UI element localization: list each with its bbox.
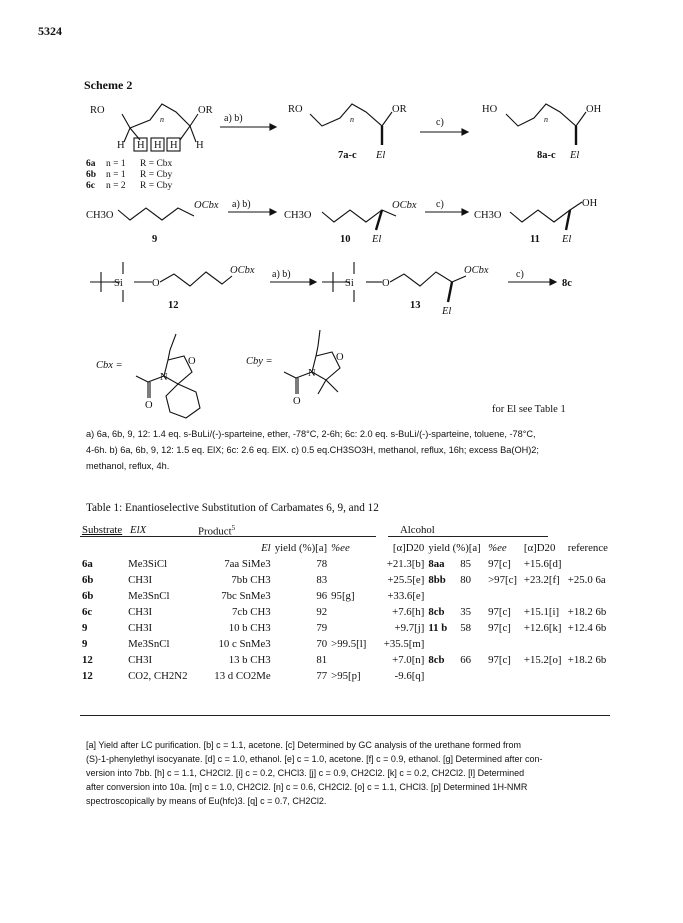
variant-n-6a: n = 1 <box>106 159 126 169</box>
n-label-1: n <box>160 115 164 124</box>
reagents-ab-2: a) b) <box>232 199 251 210</box>
alcohol-ee-cell <box>486 588 522 604</box>
alcohol-alpha-cell: +12.6[k] <box>523 622 562 634</box>
ocbx-label-10: OCbx <box>392 200 417 211</box>
label-12: 12 <box>168 300 179 311</box>
reference-cell: +12.4 6b <box>567 622 607 634</box>
si-label-13: Si <box>345 278 354 289</box>
yield-cell: 83 <box>316 574 328 586</box>
subheader-ee: %ee <box>331 542 350 554</box>
elx-cell: CH3I <box>128 622 153 634</box>
alpha-cell: +21.3[b] <box>386 558 425 570</box>
col-product-sup: 5 <box>231 524 236 532</box>
reference-cell: +25.0 6a <box>567 574 606 586</box>
compound-9-structure <box>118 208 194 220</box>
ocbx-label-12: OCbx <box>230 265 255 276</box>
variant-id-6c: 6c <box>86 181 95 191</box>
scheme-title: Scheme 2 <box>84 78 133 92</box>
reference-cell: +18.2 6b <box>567 606 607 618</box>
alcohol-cell: 11 b <box>428 622 448 634</box>
alcohol-alpha-cell: +23.2[f] <box>523 574 560 586</box>
alpha-cell: -9.6[q] <box>394 670 425 682</box>
table-row <box>80 620 610 636</box>
el-reference-note: for El see Table 1 <box>492 404 566 415</box>
alcohol-alpha-cell: +15.1[i] <box>523 606 560 618</box>
variant-n-6c: n = 2 <box>106 181 126 191</box>
reference-cell <box>566 556 610 572</box>
elx-cell: CH3I <box>128 654 153 666</box>
variant-r-6c: R = Cby <box>140 181 173 191</box>
alcohol-ee-cell: >97[c] <box>488 574 517 586</box>
elx-cell: Me3SiCl <box>128 558 168 570</box>
alpha-cell: +35.5[m] <box>383 638 425 650</box>
col-alcohol: Alcohol <box>400 524 435 536</box>
col-product-label: Product <box>198 525 232 538</box>
alpha-cell: +7.0[n] <box>392 654 425 666</box>
ro-label: RO <box>90 105 105 116</box>
alcohol-yield-cell: 80 <box>460 574 472 586</box>
yield-cell: 79 <box>316 622 328 634</box>
cby-carbonyl-o-atom: O <box>293 396 301 407</box>
conditions-line-1: a) 6a, 6b, 9, 12: 1.4 eq. s-BuLi/(-)-sparteine, ether, -78°C, 2-6h; 6c: 2.0 eq. s-BuLi/(-)-sparteine, toluene, -78°C, <box>86 429 536 439</box>
cbx-definition-label: Cbx = <box>96 360 123 371</box>
substrate-cell: 9 <box>82 622 88 634</box>
alcohol-ee-cell: 97[c] <box>488 654 511 666</box>
alcohol-yield-cell: 66 <box>460 654 472 666</box>
rule-substrate <box>80 536 200 537</box>
reference-cell <box>566 636 610 652</box>
product-cell: 10 b CH3 <box>228 622 271 634</box>
or-label-int: OR <box>392 104 407 115</box>
table-row <box>80 636 610 652</box>
col-product <box>198 524 235 538</box>
intermediate-7-structure <box>310 104 392 145</box>
ch3o-label-11: CH3O <box>474 210 502 221</box>
el-label-7: El <box>376 150 386 161</box>
cby-n-atom: N <box>308 368 316 379</box>
substrate-cell: 6c <box>82 606 93 618</box>
alcohol-cell <box>426 668 458 684</box>
footnote-line-3: version into 7bb. [h] c = 1.1, CH2Cl2. [i] c = 0.2, CHCl3. [j] c = 0.9, CH2Cl2. [k] c = 0.2, CH2Cl2. [l] Determined <box>86 768 525 778</box>
yield-cell: 78 <box>316 558 328 570</box>
footnote-line-4: after conversion into 10a. [m] c = 1.0, CH2Cl2. [n] c = 0.6, CH2Cl2. [o] c = 1.1, CHCl3. [p] Determined 1H-NMR <box>86 782 528 792</box>
reagent-c-3: c) <box>516 269 524 280</box>
table-1 <box>80 540 610 684</box>
variant-id-6a: 6a <box>86 159 96 169</box>
col-substrate: Substrate <box>82 524 123 536</box>
cby-ring-o-atom: O <box>336 352 344 363</box>
conditions-line-2: 4-6h. b) 6a, 6b, 9, 12: 1.5 eq. ElX; 6c: 2.6 eq. ElX. c) 0.5 eq.CH3SO3H, methanol, reflux, 16h; excess Ba(OH)2; <box>86 445 539 455</box>
alcohol-alpha-cell <box>522 668 566 684</box>
alpha-cell: +25.5[e] <box>387 574 425 586</box>
alcohol-yield-cell <box>458 636 486 652</box>
reference-cell: +18.2 6b <box>567 654 607 666</box>
scheme-conditions <box>86 426 606 474</box>
label-13: 13 <box>410 300 421 311</box>
ho-label: HO <box>482 104 498 115</box>
alcohol-cell: 8cb <box>428 606 445 618</box>
subheader-alpha: [α]D20 <box>392 542 425 554</box>
alcohol-cell: 8bb <box>428 574 446 586</box>
product-cell: 7aa SiMe3 <box>224 558 271 570</box>
alpha-cell: +9.7[j] <box>394 622 425 634</box>
table-row <box>80 604 610 620</box>
compound-12-structure <box>90 262 232 302</box>
table-bottom-rule <box>80 715 610 716</box>
label-10: 10 <box>340 234 351 245</box>
subheader-yield: yield (%)[a] <box>274 542 328 554</box>
page-number: 5324 <box>38 24 62 38</box>
reagent-c-2: c) <box>436 199 444 210</box>
subheader-reference: reference <box>567 542 608 554</box>
ee-cell: >99.5[l] <box>331 638 367 650</box>
label-9: 9 <box>152 234 158 245</box>
cbx-n-atom: N <box>160 372 168 383</box>
elx-cell: CH3I <box>128 574 153 586</box>
alcohol-cell: 8aa <box>428 558 445 570</box>
el-label-13: El <box>442 306 452 317</box>
yield-cell: 92 <box>316 606 328 618</box>
alcohol-ee-cell: 97[c] <box>488 622 511 634</box>
alcohol-yield-cell: 35 <box>460 606 472 618</box>
footnote-line-2: (S)-1-phenylethyl isocyanate. [d] c = 1.0, ethanol. [e] c = 1.0, acetone. [f] c = 0.9, ethanol. [g] Determined after con- <box>86 754 543 764</box>
h-label-3: H <box>154 140 162 151</box>
subheader-alc-alpha: [α]D20 <box>523 542 556 554</box>
alcohol-alpha-cell <box>522 636 566 652</box>
variant-r-6b: R = Cby <box>140 170 173 180</box>
h-label-2: H <box>137 140 145 151</box>
label-8a-c: 8a-c <box>537 150 556 161</box>
yield-cell: 77 <box>316 670 328 682</box>
compound-10-structure <box>322 210 396 230</box>
alcohol-yield-cell: 85 <box>460 558 472 570</box>
h-label-5: H <box>196 140 204 151</box>
ee-cell <box>329 652 375 668</box>
cbx-carbonyl-o-atom: O <box>145 400 153 411</box>
el-label-10: El <box>372 234 382 245</box>
footnote-line-5: spectroscopically by means of Eu(hfc)3. [q] c = 0.7, CH2Cl2. <box>86 796 327 806</box>
label-7a-c: 7a-c <box>338 150 357 161</box>
table-row <box>80 556 610 572</box>
n-label-3: n <box>544 115 548 124</box>
substrate-cell: 6b <box>82 590 94 602</box>
product-cell: 7bc SnMe3 <box>221 590 271 602</box>
product-cell: 13 d CO2Me <box>214 670 271 682</box>
table-title: Table 1: Enantioselective Substitution of Carbamates 6, 9, and 12 <box>86 502 379 514</box>
el-label-11: El <box>562 234 572 245</box>
table-row <box>80 668 610 684</box>
ro-label-int: RO <box>288 104 303 115</box>
subheader-alc-yield: yield (%)[a] <box>428 542 481 554</box>
elx-cell: CO2, CH2N2 <box>128 670 188 682</box>
table-row <box>80 652 610 668</box>
n-label-2: n <box>350 115 354 124</box>
variant-id-6b: 6b <box>86 170 97 180</box>
substrate-cell: 12 <box>82 654 93 666</box>
alcohol-ee-cell <box>486 668 522 684</box>
or-label: OR <box>198 105 213 116</box>
substrate-cell: 9 <box>82 638 88 650</box>
alcohol-cell <box>426 636 458 652</box>
product-cell: 10 c SnMe3 <box>218 638 271 650</box>
compound-11-structure <box>510 202 582 230</box>
table-subheader-row <box>80 540 610 556</box>
ee-cell: >95[p] <box>331 670 361 682</box>
alcohol-yield-cell: 58 <box>460 622 472 634</box>
elx-cell: Me3SnCl <box>128 638 170 650</box>
cbx-ring-o-atom: O <box>188 356 196 367</box>
alcohol-yield-cell <box>458 588 486 604</box>
reference-cell <box>566 668 610 684</box>
alcohol-alpha-cell <box>522 588 566 604</box>
conditions-line-3: methanol, reflux, 4h. <box>86 461 170 471</box>
alcohol-yield-cell <box>458 668 486 684</box>
o-label-12: O <box>152 278 160 289</box>
table-row <box>80 572 610 588</box>
product-cell: 7bb CH3 <box>231 574 271 586</box>
ch3o-label-10: CH3O <box>284 210 312 221</box>
cby-auxiliary-structure <box>284 330 340 394</box>
reference-cell <box>566 588 610 604</box>
substrate-cell: 12 <box>82 670 93 682</box>
table-row <box>80 588 610 604</box>
si-label-12: Si <box>114 278 123 289</box>
h-label-4: H <box>170 140 178 151</box>
alcohol-alpha-cell: +15.6[d] <box>523 558 562 570</box>
yield-cell: 70 <box>316 638 328 650</box>
cby-definition-label: Cby = <box>246 356 273 367</box>
el-label-8: El <box>570 150 580 161</box>
ee-cell: 95[g] <box>331 590 355 602</box>
ee-cell <box>329 604 375 620</box>
reagents-ab-3: a) b) <box>272 269 291 280</box>
alpha-cell: +33.6[e] <box>387 590 425 602</box>
o-label-13: O <box>382 278 390 289</box>
alcohol-ee-cell: 97[c] <box>488 606 511 618</box>
alcohol-alpha-cell: +15.2[o] <box>523 654 562 666</box>
diol-8-structure <box>506 104 586 145</box>
oh-label: OH <box>586 104 602 115</box>
reagent-c-1: c) <box>436 117 444 128</box>
compound-13-structure <box>322 262 466 302</box>
yield-cell: 81 <box>316 654 328 666</box>
substrate-cell: 6b <box>82 574 94 586</box>
ocbx-label-9: OCbx <box>194 200 219 211</box>
reagents-ab-1: a) b) <box>224 113 243 124</box>
label-11: 11 <box>530 234 540 245</box>
alpha-cell: +7.6[h] <box>392 606 425 618</box>
product-cell: 7cb CH3 <box>232 606 271 618</box>
elx-cell: Me3SnCl <box>128 590 170 602</box>
alcohol-cell <box>426 588 458 604</box>
variant-r-6a: R = Cbx <box>140 159 173 169</box>
h-label-1: H <box>117 140 125 151</box>
alcohol-cell: 8cb <box>428 654 445 666</box>
ocbx-label-13: OCbx <box>464 265 489 276</box>
ee-cell <box>329 620 375 636</box>
alcohol-ee-cell: 97[c] <box>488 558 511 570</box>
rule-alcohol <box>388 536 548 537</box>
subheader-el: El <box>261 542 271 554</box>
oh-label-11: OH <box>582 198 598 209</box>
ch3o-label-9: CH3O <box>86 210 114 221</box>
variant-n-6b: n = 1 <box>106 170 126 180</box>
footnote-line-1: [a] Yield after LC purification. [b] c = 1.1, acetone. [c] Determined by GC analysis of the urethane formed from <box>86 740 521 750</box>
elx-cell: CH3I <box>128 606 153 618</box>
col-elx: ElX <box>130 524 147 536</box>
subheader-alc-ee: %ee <box>488 542 507 554</box>
ee-cell <box>329 556 375 572</box>
product-8c: 8c <box>562 278 572 289</box>
yield-cell: 96 <box>316 590 328 602</box>
substrate-cell: 6a <box>82 558 93 570</box>
product-cell: 13 b CH3 <box>228 654 271 666</box>
alcohol-ee-cell <box>486 636 522 652</box>
table-footnotes <box>86 738 606 808</box>
ee-cell <box>329 572 375 588</box>
